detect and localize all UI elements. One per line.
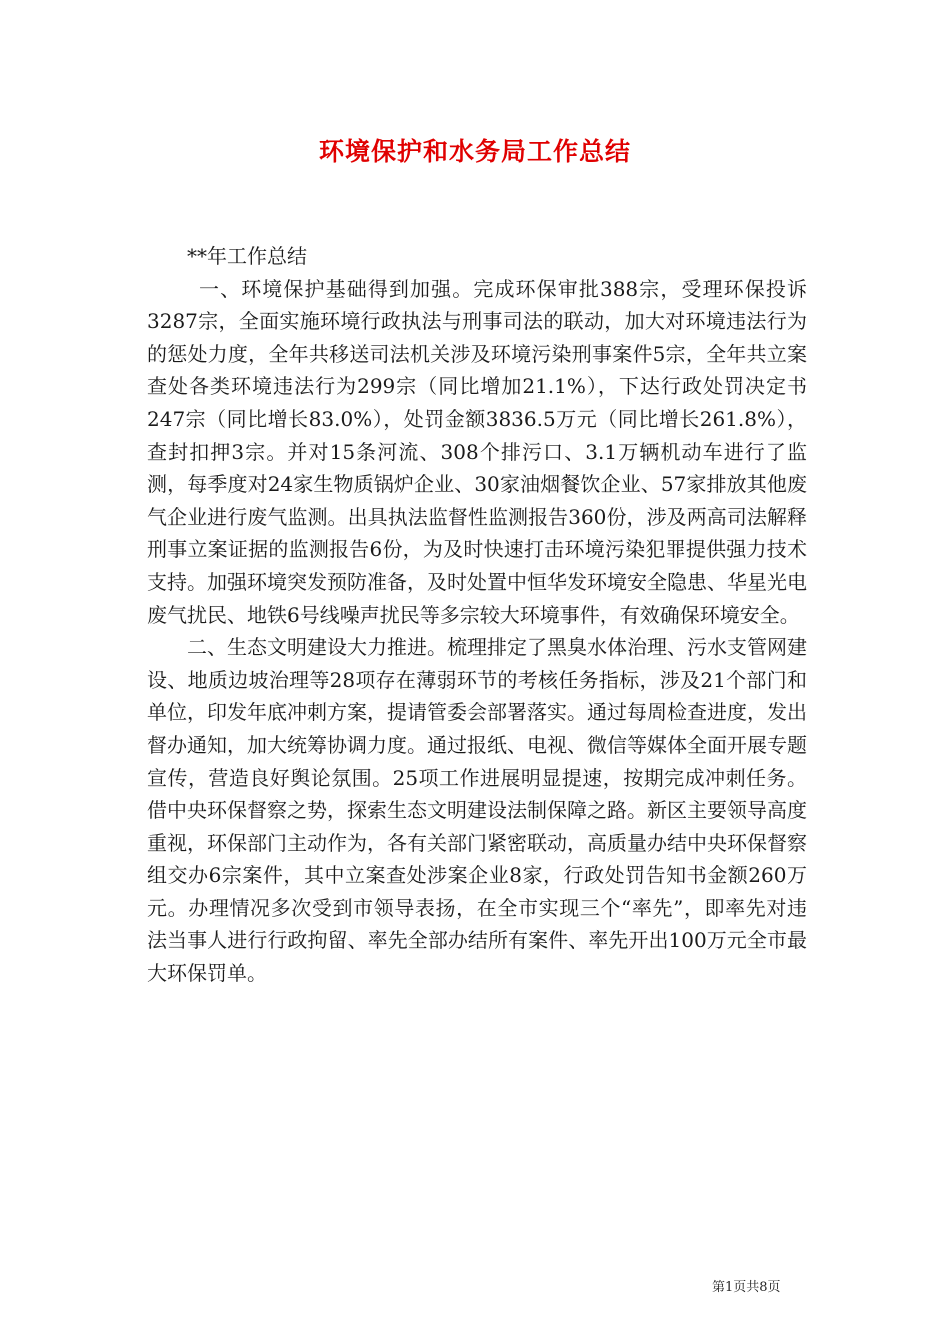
paragraph-ecological-civilization: 二、生态文明建设大力推进。梳理排定了黑臭水体治理、污水支管网建设、地质边坡治理等28项存在薄弱环节的考核任务指标，涉及21个部门和单位，印发年底冲刺方案，提请管委会部署落实。通过每周检查进度，发出督办通知，加大统筹协调力度。通过报纸、电视、微信等媒体全面开展专题宣传，营造良好舆论氛围。25项工作进展明显提速，按期完成冲刺任务。借中央环保督察之势，探索生态文明建设法制保障之路。新区主要领导高度重视，环保部门主动作为，各有关部门紧密联动，高质量办结中央环保督察组交办6宗案件，其中立案查处涉案企业8家，行政处罚告知书金额260万元。办理情况多次受到市领导表扬，在全市实现三个“率先”，即率先对违法当事人进行行政拘留、率先全部办结所有案件、率先开出100万元全市最大环保罚单。 [147,635,807,986]
document-title: 环境保护和水务局工作总结 [318,137,631,166]
document-body [147,240,807,990]
subheading: **年工作总结 [187,244,307,268]
page-number: 第1页共8页 [712,1280,781,1295]
paragraph-environmental-protection: 一、环境保护基础得到加强。完成环保审批388宗，受理环保投诉3287宗，全面实施环境行政执法与刑事司法的联动，加大对环境违法行为的惩处力度，全年共移送司法机关涉及环境污染刑事案件5宗，全年共立案查处各类环境违法行为299宗（同比增加21.1%），下达行政处罚决定书247宗（同比增长83.0%），处罚金额3836.5万元（同比增长261.8%），查封扣押3宗。并对15条河流、308个排污口、3.1万辆机动车进行了监测，每季度对24家生物质锅炉企业、30家油烟餐饮企业、57家排放其他废气企业进行废气监测。出具执法监督性监测报告360份，涉及两高司法解释刑事立案证据的监测报告6份，为及时快速打击环境污染犯罪提供强力技术支持。加强环境突发预防准备，及时处置中恒华发环境安全隐患、华星光电废气扰民、地铁6号线噪声扰民等多宗较大环境事件，有效确保环境安全。 [147,276,807,627]
